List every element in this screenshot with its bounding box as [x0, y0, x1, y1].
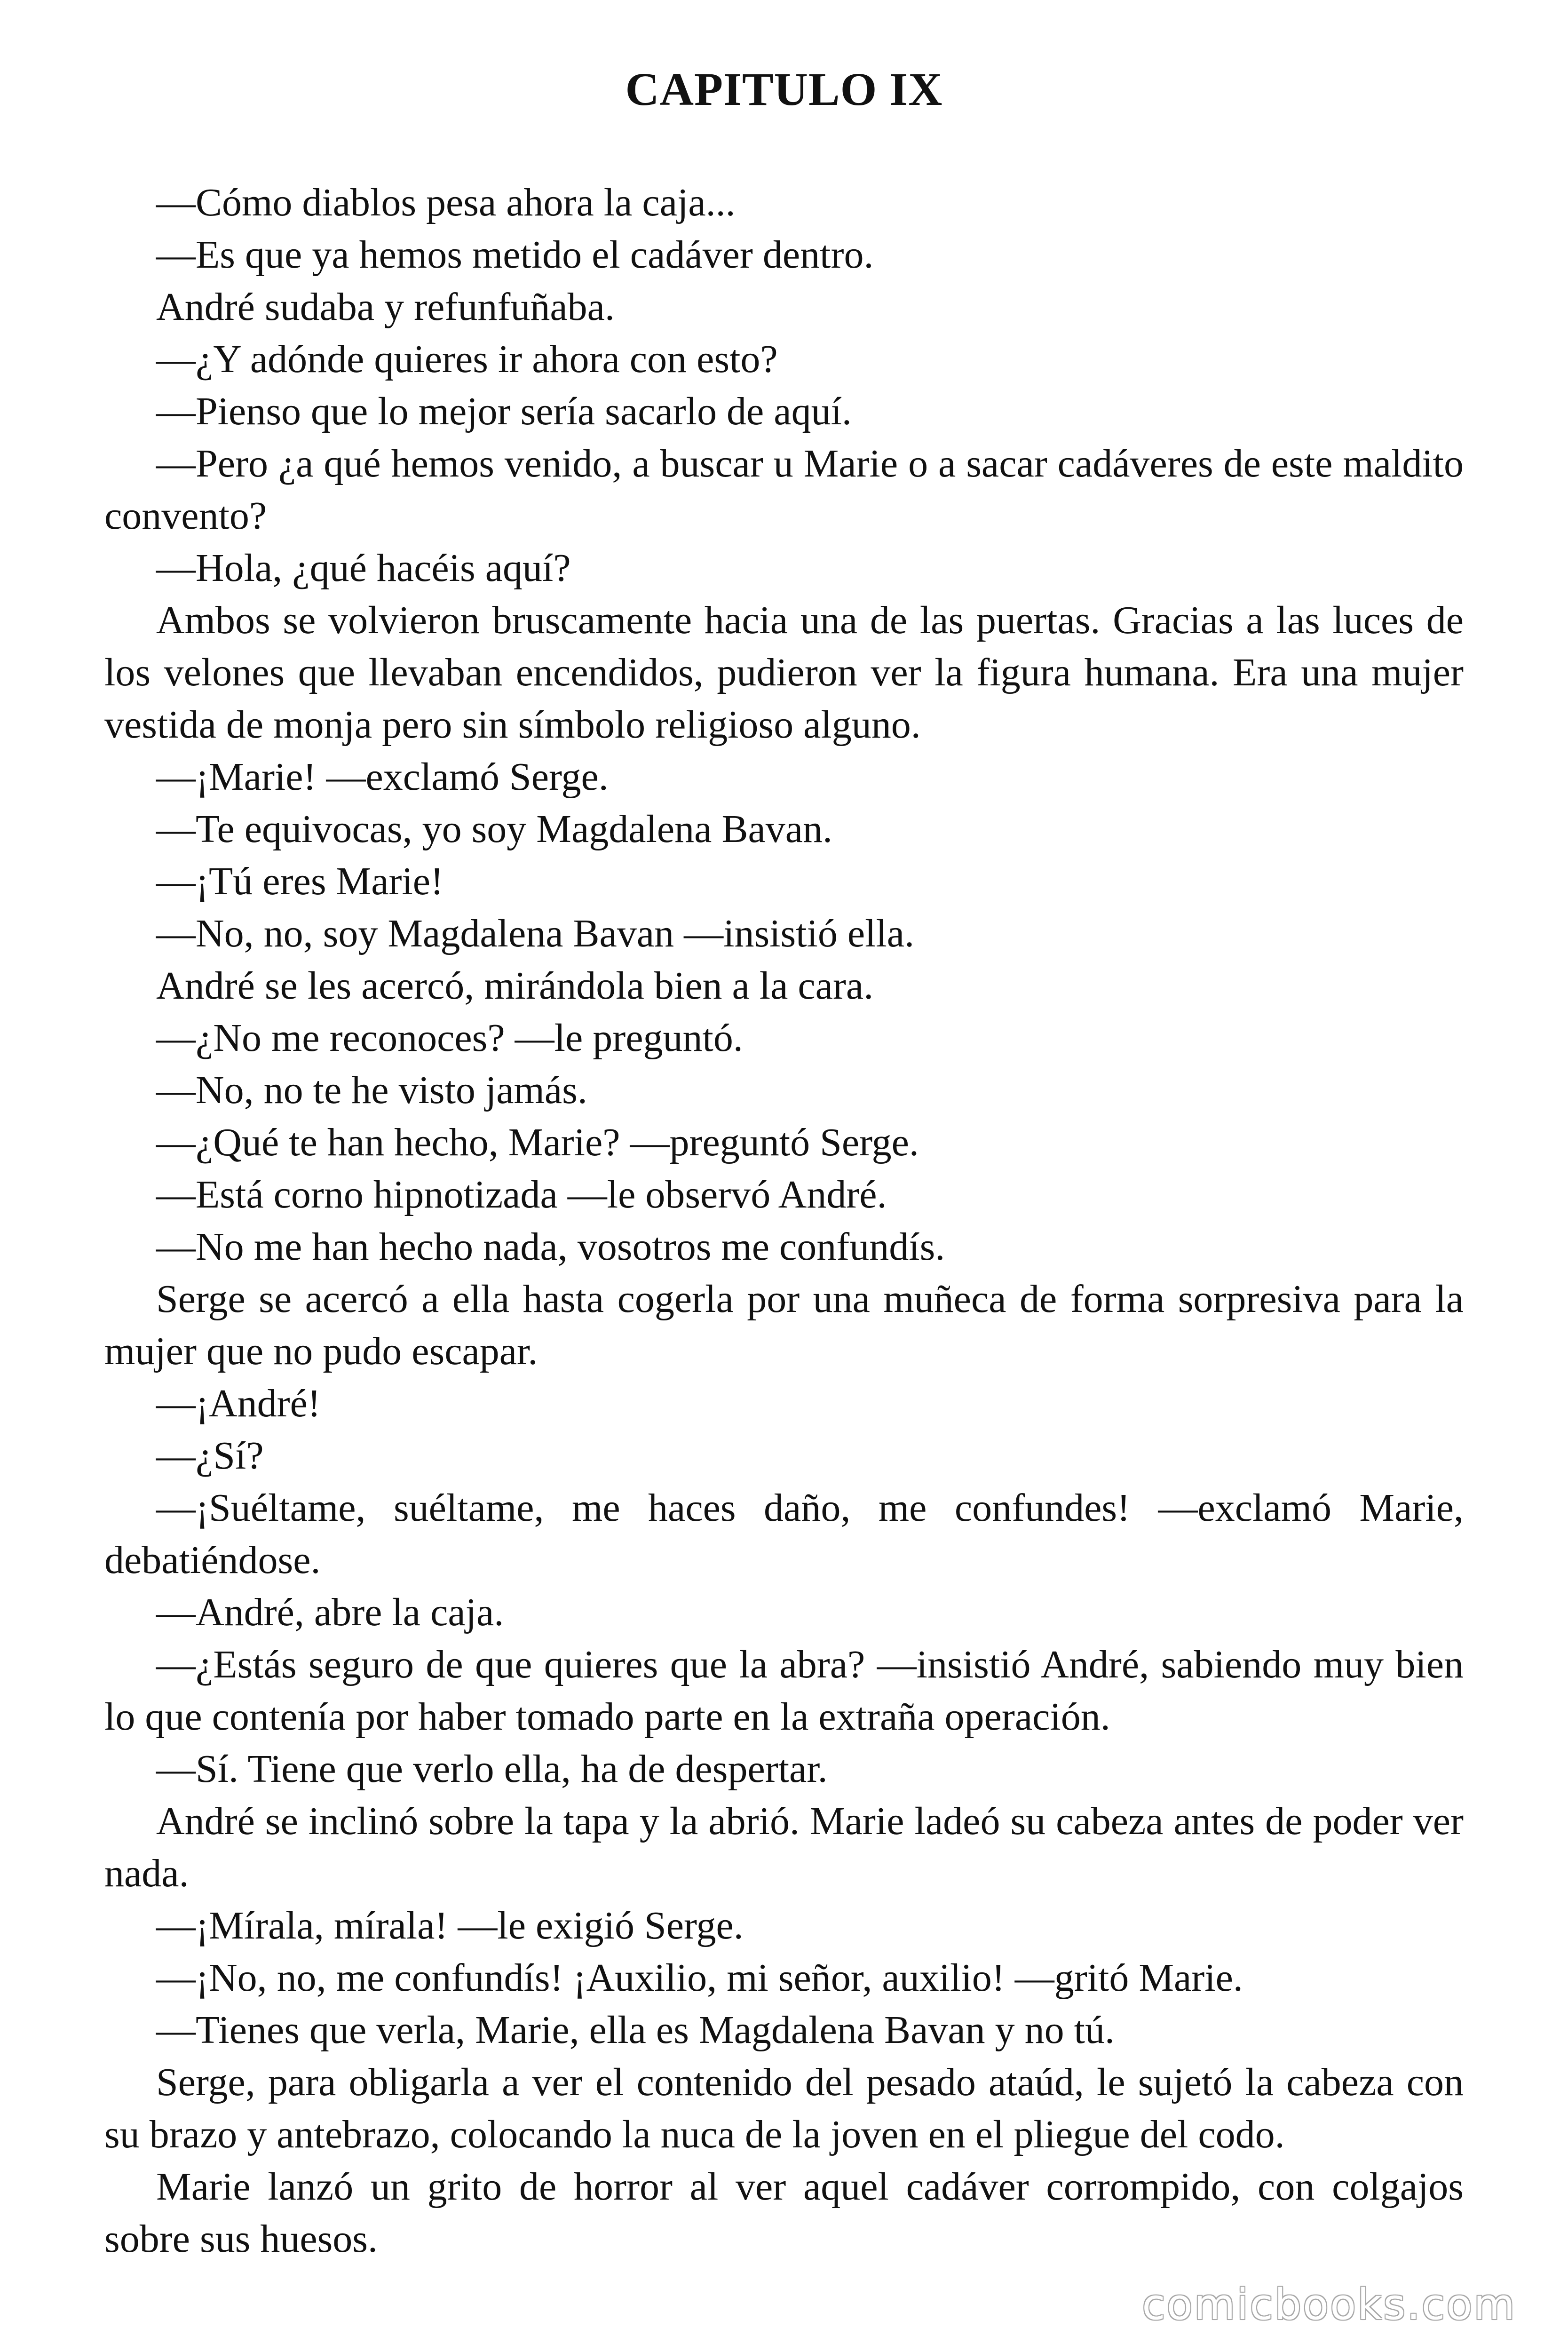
paragraph: André se inclinó sobre la tapa y la abrió. Marie ladeó su cabeza antes de poder ver nada.	[104, 1799, 1464, 1895]
paragraph: —¡André!	[156, 1382, 321, 1425]
paragraph: —¡Mírala, mírala! —le exigió Serge.	[156, 1904, 744, 1947]
paragraph: —Pero ¿a qué hemos venido, a buscar u Marie o a sacar cadáveres de este maldito convento?	[104, 442, 1464, 538]
chapter-title: CAPITULO IX	[625, 63, 943, 115]
paragraph: —¿Estás seguro de que quieres que la abra? —insistió André, sabiendo muy bien lo que contenía por haber tomado parte en la extraña operación.	[104, 1643, 1464, 1739]
paragraph: —Pienso que lo mejor sería sacarlo de aquí.	[156, 389, 852, 433]
paragraph: —¿Y adónde quieres ir ahora con esto?	[156, 337, 778, 381]
paragraph: —¿No me reconoces? —le preguntó.	[156, 1016, 743, 1060]
paragraph: —¿Qué te han hecho, Marie? —preguntó Serge.	[156, 1120, 919, 1164]
paragraph: André se les acercó, mirándola bien a la cara.	[156, 964, 874, 1008]
paragraph: —Cómo diablos pesa ahora la caja...	[156, 181, 736, 224]
paragraph: Serge, para obligarla a ver el contenido del pesado ataúd, le sujetó la cabeza con su brazo y antebrazo, colocando la nuca de la joven en el pliegue del codo.	[104, 2060, 1464, 2156]
chapter-body	[104, 176, 1464, 2265]
paragraph: —Hola, ¿qué hacéis aquí?	[156, 546, 571, 590]
paragraph: —Está corno hipnotizada —le observó André.	[156, 1173, 887, 1216]
paragraph: —Es que ya hemos metido el cadáver dentro.	[156, 233, 874, 277]
paragraph: André sudaba y refunfuñaba.	[156, 285, 615, 329]
paragraph: —Te equivocas, yo soy Magdalena Bavan.	[156, 807, 833, 851]
paragraph: —¡Tú eres Marie!	[156, 859, 444, 903]
paragraph: —¡Suéltame, suéltame, me haces daño, me confundes! —exclamó Marie, debatiéndose.	[104, 1486, 1464, 1582]
paragraph: —Tienes que verla, Marie, ella es Magdalena Bavan y no tú.	[156, 2008, 1115, 2052]
paragraph: —No me han hecho nada, vosotros me confundís.	[156, 1225, 945, 1269]
paragraph: —¡Marie! —exclamó Serge.	[156, 755, 609, 799]
paragraph: —André, abre la caja.	[156, 1590, 504, 1634]
paragraph: —No, no, soy Magdalena Bavan —insistió ella.	[156, 912, 915, 955]
site-watermark: comicbooks.com	[1142, 2280, 1516, 2329]
paragraph: —Sí. Tiene que verlo ella, ha de despertar.	[156, 1747, 828, 1791]
paragraph: Marie lanzó un grito de horror al ver aquel cadáver corrompido, con colgajos sobre sus huesos.	[104, 2165, 1464, 2261]
paragraph: Serge se acercó a ella hasta cogerla por una muñeca de forma sorpresiva para la mujer que no pudo escapar.	[104, 1277, 1464, 1373]
paragraph: —No, no te he visto jamás.	[156, 1068, 587, 1112]
paragraph: Ambos se volvieron bruscamente hacia una de las puertas. Gracias a las luces de los velones que llevaban encendidos, pudieron ver la figura humana. Era una mujer vestida de monja pero sin símbolo religioso alguno.	[104, 598, 1464, 747]
paragraph: —¡No, no, me confundís! ¡Auxilio, mi señor, auxilio! —gritó Marie.	[156, 1956, 1243, 2000]
paragraph: —¿Sí?	[156, 1434, 264, 1478]
